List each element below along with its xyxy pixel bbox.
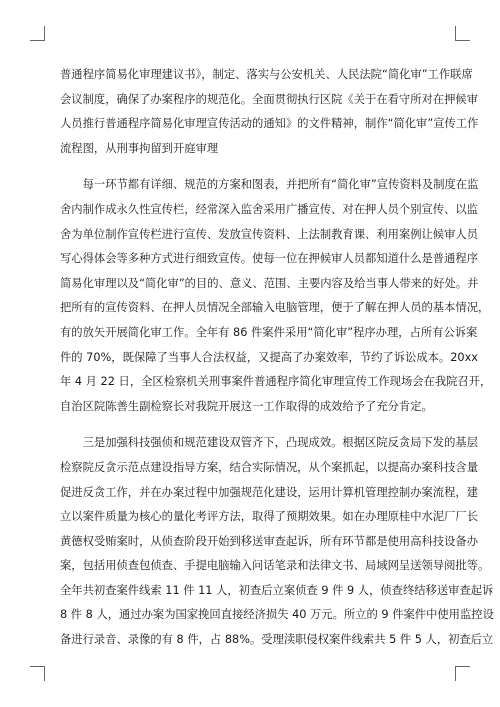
paragraph-1 [60, 63, 479, 161]
text-line: 每一环节都有详细、规范的方案和图表，并把所有“简化审”宣传资料及制度在监 [60, 178, 479, 192]
text-line: 写心得体会等多种方式进行细致宣传。使每一位在押候审人员都知道什么是普通程序 [60, 252, 478, 266]
crop-mark-top-right [455, 26, 470, 41]
text-line: 年 4 月 22 日，全区检察机关刑事案件普通程序简化审理宣传工作现场会在我院召开， [60, 375, 492, 389]
text-line: 普通程序简易化审理建议书》，制定、落实与公安机关、人民法院“简化审”工作联席 [60, 68, 473, 81]
crop-mark-bottom-left [30, 666, 45, 681]
paragraph-3 [60, 431, 494, 652]
text-line: 把所有的宣传资料、在押人员情况全部输入电脑管理，便于了解在押人员的基本情况， [60, 301, 490, 315]
text-line: 案，包括用侦查包侦查、手提电脑输入问话笔录和法律文书、局域网呈送领导阅批等。 [60, 559, 490, 573]
text-line: 人员推行普通程序简易化审理宣传活动的通知》的文件精神，制作“简化审”宣传工作 [60, 117, 479, 131]
text-line: 促进反贪工作，并在办案过程中加强规范化建设，运用计算机管理控制办案流程，建 [60, 485, 478, 499]
paragraph-2 [60, 173, 492, 419]
text-line: 件的 70%，既保障了当事人合法权益，又提高了办案效率，节约了诉讼成本。20xx [60, 350, 478, 364]
text-line: 有的放矢开展简化审工作。全年有 86 件案件采用“简化审”程序办理，占所有公诉案 [60, 325, 478, 339]
text-line: 舍内制作成永久性宣传栏，经常深入监舍采用广播宣传、对在押人员个别宣传、以监 [60, 202, 478, 216]
text-line: 会议制度，确保了办案程序的规范化。全面贯彻执行区院《关于在看守所对在押候审 [60, 92, 478, 106]
text-line: 立以案件质量为核心的量化考评方法，取得了预期效果。如在办理原桂中水泥厂厂长 [60, 510, 478, 524]
crop-mark-top-left [30, 26, 45, 41]
text-line: 黄德权受贿案时，从侦查阶段开始到移送审查起诉，所有环节都是使用高科技设备办 [60, 534, 478, 548]
document-body [60, 63, 494, 653]
text-line: 全年共初查案件线索 11 件 11 人，初查后立案侦查 9 件 9 人，侦查终结移送审查起诉 [60, 583, 494, 597]
text-line: 自治区院陈善生副检察长对我院开展这一工作取得的成效给予了充分肯定。 [60, 399, 433, 413]
text-line: 简易化审理以及“简化审”的目的、意义、范围、主要内容及给当事人带来的好处。并 [60, 276, 479, 290]
text-line: 8 件 8 人，通过办案为国家挽回直接经济损失 40 万元。所立的 9 件案件中使用监控设 [60, 608, 494, 622]
text-line: 舍为单位制作宣传栏进行宣传、发放宣传资料、上法制教育课、利用案例让候审人员 [60, 227, 478, 241]
text-line: 备进行录音、录像的有 8 件，占 88%。受理渎职侵权案件线索共 5 件 5 人，初查后立 [60, 633, 494, 647]
text-line: 流程图，从刑事拘留到开庭审理 [60, 141, 219, 155]
crop-mark-bottom-right [455, 666, 470, 681]
text-line: 三是加强科技强侦和规范建设双管齐下，凸现成效。根据区院反贪局下发的基层 [60, 436, 478, 450]
text-line: 检察院反贪示范点建设指导方案，结合实际情况，从个案抓起，以提高办案科技含量 [60, 460, 478, 474]
